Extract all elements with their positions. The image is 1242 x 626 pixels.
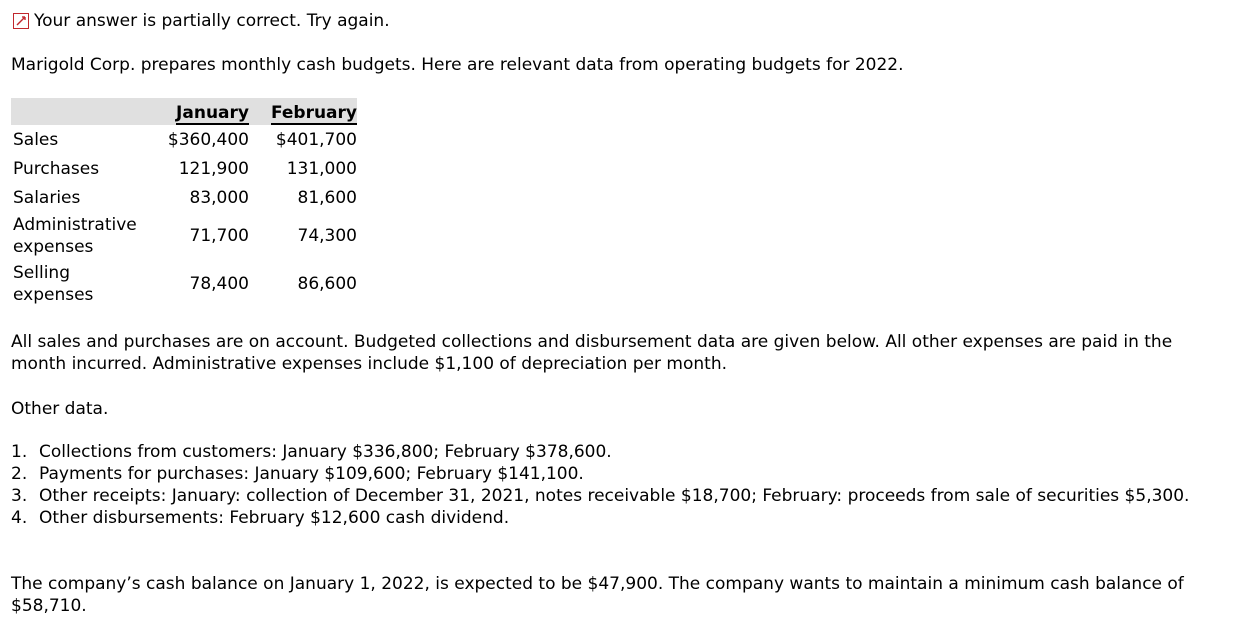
list-item-text: Collections from customers: January $336,800; February $378,600. (39, 442, 612, 462)
table-row (11, 183, 357, 212)
collections-paragraph: All sales and purchases are on account. Budgeted collections and disbursement data are given below. All other expenses are paid in the month incurred. Administrative expenses include $1,100 of depreciation per month. (11, 332, 1173, 374)
table-row (11, 125, 357, 154)
partially-correct-icon (13, 13, 29, 29)
budget-table (11, 98, 357, 308)
cell-january-purchases: 121,900 (178, 158, 249, 179)
list-item (11, 463, 1231, 485)
cell-january-administrative: 71,700 (189, 226, 249, 246)
cash-balance-paragraph: The company’s cash balance on January 1, 2022, is expected to be $47,900. The company wants to maintain a minimum cash balance of $58,710. (11, 574, 1184, 616)
other-data-label: Other data. (11, 399, 109, 419)
table-row (11, 154, 357, 183)
cell-february-salaries: 81,600 (297, 187, 357, 208)
status-message: Your answer is partially correct. Try again. (34, 11, 390, 31)
cell-february-sales: $401,700 (275, 129, 357, 150)
cell-january-selling: 78,400 (189, 274, 249, 294)
row-label-sales: Sales (13, 129, 59, 150)
header-february: February (249, 98, 357, 125)
intro-text: Marigold Corp. prepares monthly cash budgets. Here are relevant data from operating budgets for 2022. (11, 55, 904, 75)
other-data-list (11, 441, 1231, 529)
header-january: January (161, 98, 249, 125)
header-blank (11, 98, 161, 125)
table-header-row (11, 98, 357, 125)
list-item (11, 507, 1231, 529)
list-item (11, 441, 1231, 463)
cell-january-sales: $360,400 (167, 129, 249, 150)
list-item-text: Payments for purchases: January $109,600; February $141,100. (39, 464, 584, 484)
table-row (11, 260, 357, 308)
row-label-purchases: Purchases (13, 158, 100, 179)
list-marker: 3. (11, 486, 28, 506)
cell-january-salaries: 83,000 (189, 187, 249, 208)
cell-february-administrative: 74,300 (297, 226, 357, 246)
list-item-text: Other disbursements: February $12,600 cash dividend. (39, 508, 510, 528)
answer-status (13, 11, 390, 31)
list-item (11, 485, 1231, 507)
row-label-administrative-expenses: Administrative expenses (13, 215, 137, 257)
list-marker: 1. (11, 442, 28, 462)
list-marker: 4. (11, 508, 28, 528)
list-marker: 2. (11, 464, 28, 484)
list-item-text: Other receipts: January: collection of December 31, 2021, notes receivable $18,700; February: proceeds from sale of securities $5,300. (39, 486, 1190, 506)
table-row (11, 212, 357, 260)
row-label-selling-expenses: Selling expenses (13, 263, 94, 305)
cell-february-purchases: 131,000 (286, 158, 357, 179)
cell-february-selling: 86,600 (297, 274, 357, 294)
row-label-salaries: Salaries (13, 187, 81, 208)
